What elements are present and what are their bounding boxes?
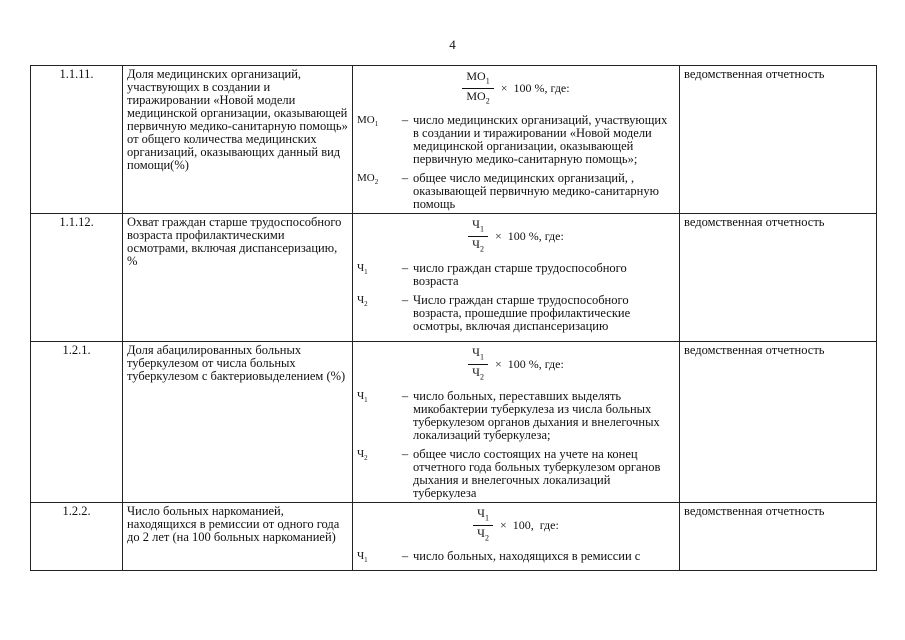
numerator: $Ч_1$ — [468, 346, 488, 365]
definition-item — [357, 172, 675, 211]
data-source: ведомственная отчетность — [680, 213, 877, 341]
row-number: 1.1.12. — [31, 213, 123, 341]
definition-symbol: $МО_1$ — [357, 113, 379, 128]
definition-text: число больных, переставших выделять микобактерии туберкулеза из числа больных туберкулезом органов дыхания и внелегочных локализаций туберкулеза; — [413, 388, 660, 442]
table-row — [31, 502, 877, 570]
formula-multiplier: × 100 %, где: — [491, 229, 564, 244]
fraction — [468, 218, 488, 256]
table-row — [31, 213, 877, 341]
calculation-method — [353, 502, 680, 570]
fraction — [473, 507, 493, 545]
definition-dash: – — [401, 260, 409, 275]
fraction — [462, 70, 493, 108]
numerator: $Ч_1$ — [473, 507, 493, 526]
formula — [357, 507, 675, 545]
definition-symbol: $Ч_1$ — [357, 389, 368, 404]
definition-item — [357, 114, 675, 166]
definition-item — [357, 262, 675, 288]
definition-text: число граждан старше трудоспособного возраста — [413, 260, 627, 288]
definition-item — [357, 550, 675, 567]
definition-dash: – — [401, 388, 409, 403]
data-source: ведомственная отчетность — [680, 341, 877, 502]
page-number: 4 — [449, 37, 456, 52]
definition-dash: – — [401, 549, 409, 564]
indicator-name: Доля абацилированных больных туберкулезом от числа больных туберкулезом с бактериовыделением (%) — [123, 341, 353, 502]
definition-text: общее число состоящих на учете на конец отчетного года больных туберкулезом органов дыхания и внелегочных локализаций туберкулеза — [413, 446, 661, 500]
formula — [357, 218, 675, 256]
row-number: 1.2.1. — [31, 341, 123, 502]
denominator: $Ч_2$ — [472, 365, 484, 382]
definition-item — [357, 294, 675, 333]
data-source: ведомственная отчетность — [680, 66, 877, 214]
definition-dash: – — [401, 112, 409, 127]
calculation-method — [353, 213, 680, 341]
definition-symbol: $Ч_2$ — [357, 447, 368, 462]
definition-item — [357, 448, 675, 500]
numerator: $Ч_1$ — [468, 218, 488, 237]
fraction — [468, 346, 488, 384]
calculation-method — [353, 341, 680, 502]
denominator: $МО_2$ — [466, 89, 490, 106]
definition-symbol: $Ч_2$ — [357, 293, 368, 308]
indicator-name: Число больных наркоманией, находящихся в ремиссии от одного года до 2 лет (на 100 больных наркоманией) — [123, 502, 353, 570]
calculation-method — [353, 66, 680, 214]
definition-text: число медицинских организаций, участвующих в создании и тиражировании «Новой модели медицинской организации, оказывающей первичную медико-санитарную помощь»; — [413, 112, 668, 166]
indicators-table — [30, 65, 877, 571]
definition-text: общее число медицинских организаций, , оказывающей первичную медико-санитарную помощь — [413, 170, 659, 211]
denominator: $Ч_2$ — [472, 237, 484, 254]
indicator-name: Охват граждан старше трудоспособного возраста профилактическими осмотрами, включая диспансеризацию, % — [123, 213, 353, 341]
numerator: $МО_1$ — [462, 70, 493, 89]
definition-dash: – — [401, 446, 409, 461]
formula-multiplier: × 100, где: — [496, 517, 559, 532]
denominator: $Ч_2$ — [477, 525, 489, 543]
row-number: 1.2.2. — [31, 502, 123, 570]
definition-symbol: $МО_2$ — [357, 171, 379, 186]
formula — [357, 70, 675, 108]
definition-text: Число граждан старше трудоспособного возраста, прошедшие профилактические осмотры, включая диспансеризацию — [413, 292, 631, 333]
definition-item — [357, 390, 675, 442]
data-source: ведомственная отчетность — [680, 502, 877, 570]
table-row — [31, 341, 877, 502]
formula-multiplier: × 100 %, где: — [491, 357, 564, 372]
definition-symbol: $Ч_1$ — [357, 550, 368, 565]
indicator-name: Доля медицинских организаций, участвующих в создании и тиражировании «Новой модели медицинской организации, оказывающей первичную медико-санитарную помощь» от общего количества медицинских организаций, оказывающих данный вид помощи(%) — [123, 66, 353, 214]
table-row — [31, 66, 877, 214]
formula-multiplier: × 100 %, где: — [497, 81, 570, 96]
formula — [357, 346, 675, 384]
definition-symbol: $Ч_1$ — [357, 261, 368, 276]
row-number: 1.1.11. — [31, 66, 123, 214]
definition-dash: – — [401, 292, 409, 307]
definition-text: число больных, находящихся в ремиссии с — [413, 549, 641, 564]
definition-dash: – — [401, 170, 409, 185]
